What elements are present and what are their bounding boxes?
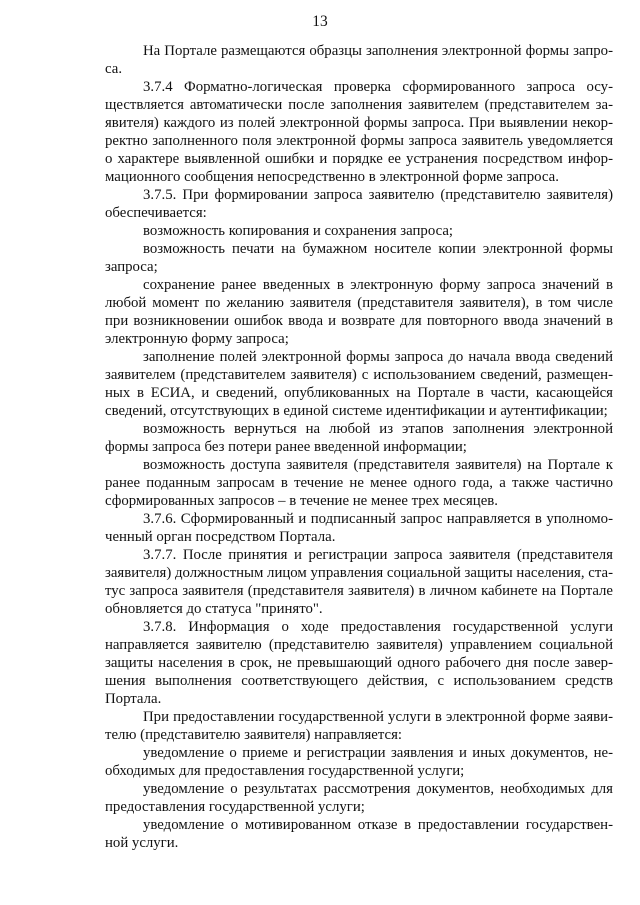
paragraph-3-7-5: 3.7.5. При формировании запроса заявителю (представителю заявителя) обеспечивается: <box>105 187 613 221</box>
list-item-refusal-notice: уведомление о мотивированном отказе в предоставлении государственной услуги. <box>105 817 613 851</box>
list-item-print: возможность печати на бумажном носителе копии электронной формы запроса; <box>105 241 613 275</box>
list-item-receipt-notice: уведомление о приеме и регистрации заявления и иных документов, необходимых для предоставления государственной услуги; <box>105 745 613 779</box>
list-item-copy-save: возможность копирования и сохранения запроса; <box>143 223 454 239</box>
list-item-results-notice: уведомление о результатах рассмотрения документов, необходимых для предоставления государственной услуги; <box>105 781 613 815</box>
list-item-save-values: сохранение ранее введенных в электронную форму запроса значений в любой момент по желанию заявителя (представителя заявителя), в том числе при возникновении ошибок ввода и возврате для повторного ввода значений в электронную форму запроса; <box>105 277 613 347</box>
paragraph-3-7-6: 3.7.6. Сформированный и подписанный запрос направляется в уполномоченный орган посредством Портала. <box>105 511 613 545</box>
document-body <box>105 42 613 852</box>
paragraph-3-7-8: 3.7.8. Информация о ходе предоставления государственной услуги направляется заявителю (представителю заявителя) управлением социальной защиты населения в срок, не превышающий одного рабочего дня после завершения выполнения соответствующего действия, с использованием средств Портала. <box>105 619 613 707</box>
paragraph-3-7-7: 3.7.7. После принятия и регистрации запроса заявителя (представителя заявителя) должностным лицом управления социальной защиты населения, статус запроса заявителя (представителя заявителя) в личном кабинете на Портале обновляется до статуса "принято". <box>105 547 613 617</box>
list-item-prefill-esia: заполнение полей электронной формы запроса до начала ввода сведений заявителем (представителем заявителя) с использованием сведений, размещенных в ЕСИА, и сведений, опубликованных на Портале в части, касающейся сведений, отсутствующих в единой системе идентификации и аутентификации; <box>105 349 613 419</box>
list-item-access-previous: возможность доступа заявителя (представителя заявителя) на Портале к ранее поданным запросам в течение не менее одного года, а также частично сформированных запросов – в течение не менее трех месяцев. <box>105 457 613 509</box>
paragraph-3-7-4: 3.7.4 Форматно-логическая проверка сформированного запроса осуществляется автоматически после заполнения заявителем (представителем заявителя) каждого из полей электронной формы запроса. При выявлении некорректно заполненного поля электронной формы запроса заявитель уведомляется о характере выявленной ошибки и порядке ее устранения посредством информационного сообщения непосредственно в электронной форме запроса. <box>105 79 613 185</box>
list-item-return-to-step: возможность вернуться на любой из этапов заполнения электронной формы запроса без потери ранее введенной информации; <box>105 421 613 455</box>
paragraph-electronic-notifications: При предоставлении государственной услуги в электронной форме заявителю (представителю заявителя) направляется: <box>105 709 613 743</box>
paragraph-portal-samples: На Портале размещаются образцы заполнения электронной формы запроса. <box>105 43 613 77</box>
page-number: 13 <box>312 13 328 30</box>
